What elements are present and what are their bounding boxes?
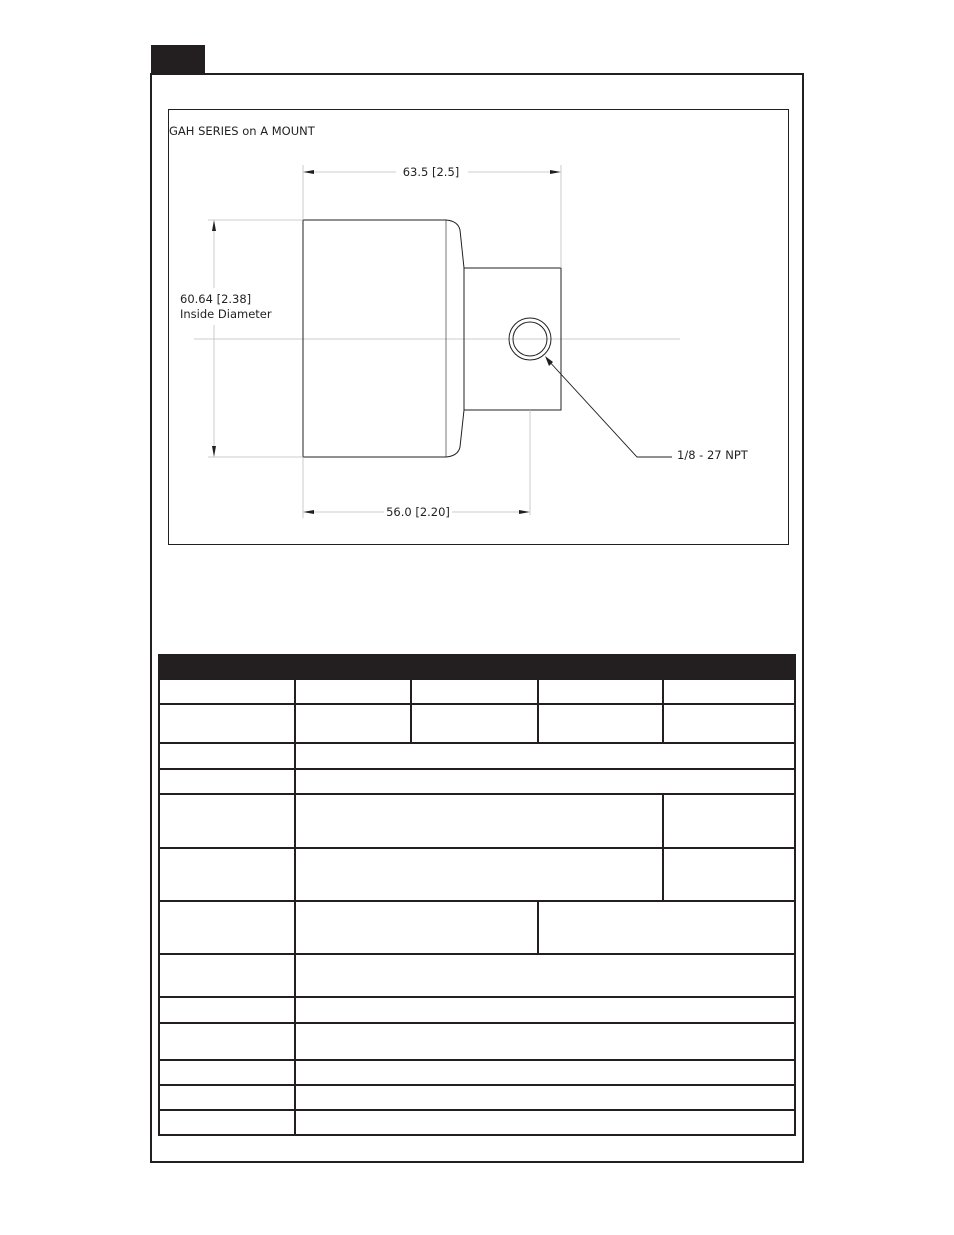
- table-outer-border: [159, 655, 795, 1135]
- table-header-band: [158, 654, 796, 680]
- arrow-body-left: [303, 510, 314, 514]
- dim-inside-diameter-label: Inside Diameter: [180, 307, 272, 321]
- arrow-body-right: [519, 510, 530, 514]
- dim-port-callout: 1/8 - 27 NPT: [677, 448, 748, 462]
- dim-inside-diameter-value: 60.64 [2.38]: [180, 292, 252, 306]
- arrow-overall-left: [303, 170, 314, 174]
- drawing-border: [169, 110, 789, 545]
- arrow-dia-top: [212, 220, 216, 231]
- specifications-table: [158, 654, 796, 1136]
- table-column-lines-top: [411, 680, 663, 743]
- port-leader-line: [547, 359, 672, 457]
- arrow-overall-right: [550, 170, 561, 174]
- dim-body-length: 56.0 [2.20]: [386, 505, 450, 519]
- drawing-title: GAH SERIES on A MOUNT: [169, 124, 315, 138]
- arrow-dia-bottom: [212, 446, 216, 457]
- dim-overall-length: 63.5 [2.5]: [402, 165, 460, 179]
- gauge-dimension-drawing: [0, 0, 954, 560]
- table-row-lines: [158, 704, 796, 1110]
- gauge-body-outline: [303, 220, 464, 457]
